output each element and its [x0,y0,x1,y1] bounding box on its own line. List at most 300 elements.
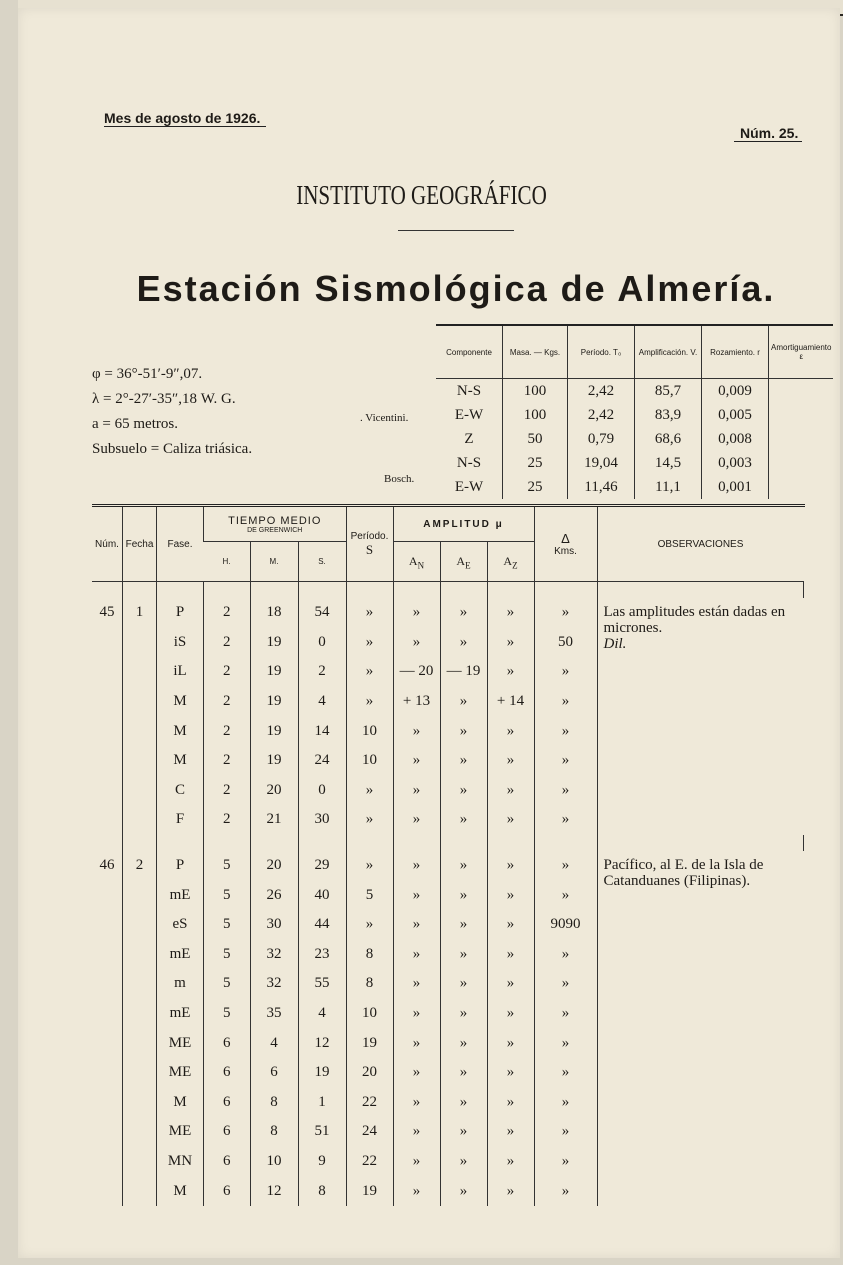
amplitude-z-cell: » [487,598,534,628]
instrument-cell: 83,9 [635,403,702,427]
event-date-cell [123,746,157,776]
amplitude-z-cell: » [487,628,534,658]
instrument-cell [769,379,834,404]
distance-cell: » [534,940,597,970]
amplitude-z-cell: » [487,805,534,835]
event-date-cell [123,1117,157,1147]
spacer-cell [157,582,204,599]
second-cell: 12 [298,1028,346,1058]
instrument-cell: 2,42 [568,403,635,427]
observation-text: Las amplitudes están dadas en micrones. [603,604,786,636]
instrument-row [436,379,833,404]
distance-cell: » [534,1176,597,1206]
observation-note: Dil. [603,636,627,652]
amplitude-n-cell: » [393,940,440,970]
hour-cell: 2 [204,598,251,628]
header-amplificacion: Amplificación. V. [635,325,702,379]
amplitude-n-cell: — 20 [393,657,440,687]
event-date-cell [123,1028,157,1058]
instrument-cell: 68,6 [635,427,702,451]
period-cell: » [346,657,393,687]
seismic-records-table [92,504,804,1206]
title-divider [398,230,514,231]
spacer-cell [804,582,805,599]
amplitude-e-cell: » [440,1058,487,1088]
event-date-cell [123,1176,157,1206]
spacer-cell [487,835,534,851]
amplitude-z-cell: + 14 [487,687,534,717]
instrument-cell [769,475,834,499]
period-cell: 19 [346,1028,393,1058]
event-date-cell [123,1147,157,1177]
distance-cell: » [534,880,597,910]
minute-cell: 19 [250,687,298,717]
amplitude-e-cell: » [440,969,487,999]
second-cell: 1 [298,1088,346,1118]
event-date-cell [123,999,157,1029]
hour-cell: 6 [204,1147,251,1177]
event-number-cell [92,628,123,658]
header-delta [534,506,597,582]
spacer-cell [440,835,487,851]
az-label: A [503,553,513,568]
spacer-cell [298,582,346,599]
event-date-cell [123,805,157,835]
event-date-cell [123,969,157,999]
distance-cell: » [534,716,597,746]
amplitude-e-cell: » [440,716,487,746]
phase-cell: iS [157,628,204,658]
bosch-label: Bosch. [384,473,415,485]
event-number-cell [92,940,123,970]
minute-cell: 8 [250,1088,298,1118]
delta-label: Δ [561,531,570,546]
distance-cell: » [534,851,597,881]
amplitude-e-cell: — 19 [440,657,487,687]
phase-cell: M [157,716,204,746]
instrument-cell: 0,79 [568,427,635,451]
subsoil: Subsuelo = Caliza triásica. [92,441,253,457]
distance-cell: » [534,1117,597,1147]
period-cell: » [346,687,393,717]
spacer-cell [534,835,597,851]
hour-cell: 5 [204,910,251,940]
phase-cell: MN [157,1147,204,1177]
second-cell: 14 [298,716,346,746]
phase-cell: m [157,969,204,999]
header-fase: Fase. [157,506,204,582]
phase-cell: mE [157,999,204,1029]
amplitude-n-cell: + 13 [393,687,440,717]
minute-cell: 10 [250,1147,298,1177]
period-cell: » [346,628,393,658]
amplitude-n-cell: » [393,910,440,940]
distance-cell: » [534,1058,597,1088]
event-number-cell [92,1088,123,1118]
instrument-cell: 0,003 [702,451,769,475]
distance-cell: » [534,999,597,1029]
event-number-cell [92,969,123,999]
spacer-cell [250,582,298,599]
minute-cell: 19 [250,628,298,658]
period-cell: 22 [346,1147,393,1177]
an-label: A [408,553,418,568]
amplitude-n-cell: » [393,969,440,999]
header-periodo: Período. T₀ [568,325,635,379]
amplitude-e-cell: » [440,940,487,970]
amplitude-z-cell: » [487,880,534,910]
distance-cell: » [534,776,597,806]
amplitude-z-cell: » [487,746,534,776]
spacer-cell [92,835,123,851]
header-ae: $A_E$ [440,542,487,582]
second-cell: 40 [298,880,346,910]
instrument-cell: 25 [503,451,568,475]
longitude: λ = 2°-27′-35″,18 W. G. [92,391,236,407]
amplitude-e-cell: » [440,999,487,1029]
spacer-cell [123,582,157,599]
distance-cell: » [534,598,597,628]
period-cell: » [346,805,393,835]
spacer-cell [157,835,204,851]
period-cell: 10 [346,999,393,1029]
hour-cell: 2 [204,776,251,806]
hour-cell: 2 [204,687,251,717]
period-cell: » [346,851,393,881]
event-number-cell [92,805,123,835]
period-cell: 22 [346,1088,393,1118]
spacer-cell [487,582,534,599]
instrument-cell: 0,009 [702,379,769,404]
distance-cell: » [534,687,597,717]
amplitude-n-cell: » [393,880,440,910]
minute-cell: 26 [250,880,298,910]
second-cell: 4 [298,687,346,717]
amplitude-n-cell: » [393,1147,440,1177]
amplitude-e-cell: » [440,1176,487,1206]
greenwich-label: DE GREENWICH [247,526,303,534]
instrument-cell: 100 [503,403,568,427]
minute-cell: 12 [250,1176,298,1206]
amplitude-e-cell: » [440,1028,487,1058]
distance-cell: » [534,969,597,999]
instrument-cell [769,427,834,451]
event-date-cell [123,716,157,746]
instrument-cell: 11,46 [568,475,635,499]
distance-cell: » [534,746,597,776]
event-number-cell [92,880,123,910]
instrument-cell: Z [464,430,474,447]
period-cell: 10 [346,746,393,776]
amplitude-e-cell: » [440,851,487,881]
event-number-cell: 46 [99,857,115,874]
second-cell: 29 [298,851,346,881]
amplitude-n-cell: » [393,805,440,835]
amplitude-e-cell: » [440,628,487,658]
phase-cell: ME [157,1028,204,1058]
distance-cell: » [534,657,597,687]
periodo-label: Período. [350,530,389,542]
hour-cell: 2 [204,805,251,835]
table-row [92,598,804,628]
amplitude-z-cell: » [487,776,534,806]
second-cell: 51 [298,1117,346,1147]
instrument-cell: 100 [503,379,568,404]
spacer-cell [597,835,804,851]
spacer-cell [393,582,440,599]
event-date-cell: 1 [123,598,157,628]
minute-cell: 21 [250,805,298,835]
phase-cell: P [157,851,204,881]
distance-cell: » [534,1147,597,1177]
event-number-cell [92,1028,123,1058]
second-cell: 0 [298,628,346,658]
event-number-cell [92,776,123,806]
header-row-1 [92,506,804,542]
second-cell: 30 [298,805,346,835]
second-cell: 8 [298,1176,346,1206]
instrument-cell: 85,7 [635,379,702,404]
amplitude-n-cell: » [393,1117,440,1147]
spacer-cell [123,835,157,851]
distance-cell: » [534,1028,597,1058]
minute-cell: 8 [250,1117,298,1147]
period-cell: » [346,598,393,628]
amplitude-z-cell: » [487,1058,534,1088]
spacer-row [92,835,804,851]
vicentini-label: . Vicentini. [360,412,409,424]
amplitude-e-cell: » [440,687,487,717]
instrument-cell: N-S [456,382,482,399]
instrument-row [436,403,833,427]
phase-cell: M [157,746,204,776]
header-tiempo [204,506,347,542]
period-cell: 8 [346,969,393,999]
second-cell: 54 [298,598,346,628]
header-an: $A_N$ [393,542,440,582]
amplitude-z-cell: » [487,657,534,687]
event-number-cell [92,1058,123,1088]
instrument-cell: 50 [503,427,568,451]
instrument-cell [769,451,834,475]
instrument-table [436,324,833,499]
second-cell: 55 [298,969,346,999]
spacer-cell [804,835,805,851]
event-number-cell [92,716,123,746]
header-num: Núm. [92,506,123,582]
second-cell: 23 [298,940,346,970]
amplitude-z-cell: » [487,999,534,1029]
amplitude-n-cell: » [393,598,440,628]
period-cell: 20 [346,1058,393,1088]
period-cell: 24 [346,1117,393,1147]
amplitude-n-cell: » [393,1176,440,1206]
spacer-cell [597,582,804,599]
instrument-cell: 2,42 [568,379,635,404]
amplitude-n-cell: » [393,851,440,881]
distance-cell: » [534,1088,597,1118]
instrument-cell: 0,005 [702,403,769,427]
second-cell: 2 [298,657,346,687]
event-number-cell: 45 [99,604,115,621]
header-s: S. [298,542,346,582]
instrument-row [436,475,833,499]
tiempo-label: TIEMPO MEDIO [228,514,322,527]
header-observaciones: OBSERVACIONES [597,506,804,582]
ae-label: A [456,553,466,568]
amplitude-e-cell: » [440,805,487,835]
header-masa: Masa. — Kgs. [503,325,568,379]
instrument-cell: 0,008 [702,427,769,451]
phase-cell: mE [157,880,204,910]
minute-cell: 32 [250,969,298,999]
institute-title: INSTITUTO GEOGRÁFICO [296,180,547,210]
amplitude-e-cell: » [440,598,487,628]
amplitude-e-cell: » [440,776,487,806]
event-date-cell [123,776,157,806]
header-h: H. [204,542,251,582]
second-cell: 24 [298,746,346,776]
second-cell: 4 [298,999,346,1029]
kms-label: Kms. [554,546,577,557]
hour-cell: 5 [204,851,251,881]
hour-cell: 2 [204,628,251,658]
event-number-cell [92,1147,123,1177]
event-date-cell [123,1058,157,1088]
event-date-cell [123,910,157,940]
minute-cell: 35 [250,999,298,1029]
event-number-cell [92,657,123,687]
minute-cell: 32 [250,940,298,970]
spacer-cell [204,835,251,851]
event-number-cell [92,999,123,1029]
phase-cell: F [157,805,204,835]
event-number-cell [92,687,123,717]
event-date-cell [123,1088,157,1118]
event-number-cell [92,1117,123,1147]
header-amplitud: AMPLITUD μ [393,506,534,542]
distance-cell: » [534,805,597,835]
amplitude-n-cell: » [393,999,440,1029]
hour-cell: 6 [204,1117,251,1147]
event-date-cell [123,657,157,687]
amplitude-n-cell: » [393,1088,440,1118]
hour-cell: 5 [204,940,251,970]
observations-cell [597,851,804,1206]
phase-cell: mE [157,940,204,970]
event-date-cell [123,687,157,717]
amplitude-z-cell: » [487,716,534,746]
amplitude-z-cell: » [487,969,534,999]
instrument-cell: N-S [456,454,482,471]
table-row [92,851,804,881]
spacer-cell [393,835,440,851]
amplitude-z-cell: » [487,1088,534,1118]
spacer-cell [346,582,393,599]
station-coordinates [92,362,252,462]
minute-cell: 20 [250,776,298,806]
amplitude-n-cell: » [393,746,440,776]
instrument-cell: E-W [454,478,484,495]
instrument-row [436,427,833,451]
instrument-cell: 19,04 [568,451,635,475]
instrument-cell [769,403,834,427]
phase-cell: C [157,776,204,806]
hour-cell: 2 [204,716,251,746]
period-cell: 10 [346,716,393,746]
second-cell: 0 [298,776,346,806]
event-number-cell [92,1176,123,1206]
amplitude-z-cell: » [487,851,534,881]
spacer-row [92,582,804,599]
phase-cell: M [157,687,204,717]
phase-cell: M [157,1176,204,1206]
hour-cell: 5 [204,880,251,910]
header-fecha: Fecha [123,506,157,582]
amplitude-e-cell: » [440,910,487,940]
minute-cell: 4 [250,1028,298,1058]
observation-text: Pacífico, al E. de la Isla de Catanduanes (Filipinas). [603,856,764,889]
minute-cell: 18 [250,598,298,628]
minute-cell: 20 [250,851,298,881]
period-cell: 19 [346,1176,393,1206]
spacer-cell [440,582,487,599]
amplitude-e-cell: » [440,1088,487,1118]
amplitude-e-cell: » [440,1147,487,1177]
second-cell: 19 [298,1058,346,1088]
phase-cell: P [157,598,204,628]
phase-cell: iL [157,657,204,687]
minute-cell: 19 [250,657,298,687]
second-cell: 44 [298,910,346,940]
instrument-cell: E-W [454,406,484,423]
event-date-cell [123,880,157,910]
amplitude-n-cell: » [393,716,440,746]
spacer-cell [346,835,393,851]
amplitude-n-cell: » [393,1058,440,1088]
minute-cell: 19 [250,716,298,746]
header-periodo [346,506,393,582]
amplitude-e-cell: » [440,1117,487,1147]
header-m: M. [250,542,298,582]
instrument-row [436,451,833,475]
hour-cell: 5 [204,999,251,1029]
amplitude-z-cell: » [487,940,534,970]
month-label: Mes de agosto de 1926. [104,110,266,127]
amplitude-z-cell: » [487,1117,534,1147]
altitude: a = 65 metros. [92,416,178,432]
event-number-cell [92,910,123,940]
event-date-cell: 2 [123,851,157,881]
hour-cell: 6 [204,1028,251,1058]
period-cell: » [346,776,393,806]
periodo-unit: S [365,541,374,557]
hour-cell: 5 [204,969,251,999]
amplitude-z-cell: » [487,1028,534,1058]
amplitude-n-cell: » [393,776,440,806]
spacer-cell [534,582,597,599]
minute-cell: 19 [250,746,298,776]
phase-cell: ME [157,1058,204,1088]
observations-cell [597,598,804,835]
amplitude-e-cell: » [440,746,487,776]
event-date-cell [123,940,157,970]
distance-cell: 50 [534,628,597,658]
instrument-cell: 14,5 [635,451,702,475]
event-date-cell [123,628,157,658]
spacer-cell [298,835,346,851]
header-amortiguamiento: Amortiguamiento ε [769,325,834,379]
